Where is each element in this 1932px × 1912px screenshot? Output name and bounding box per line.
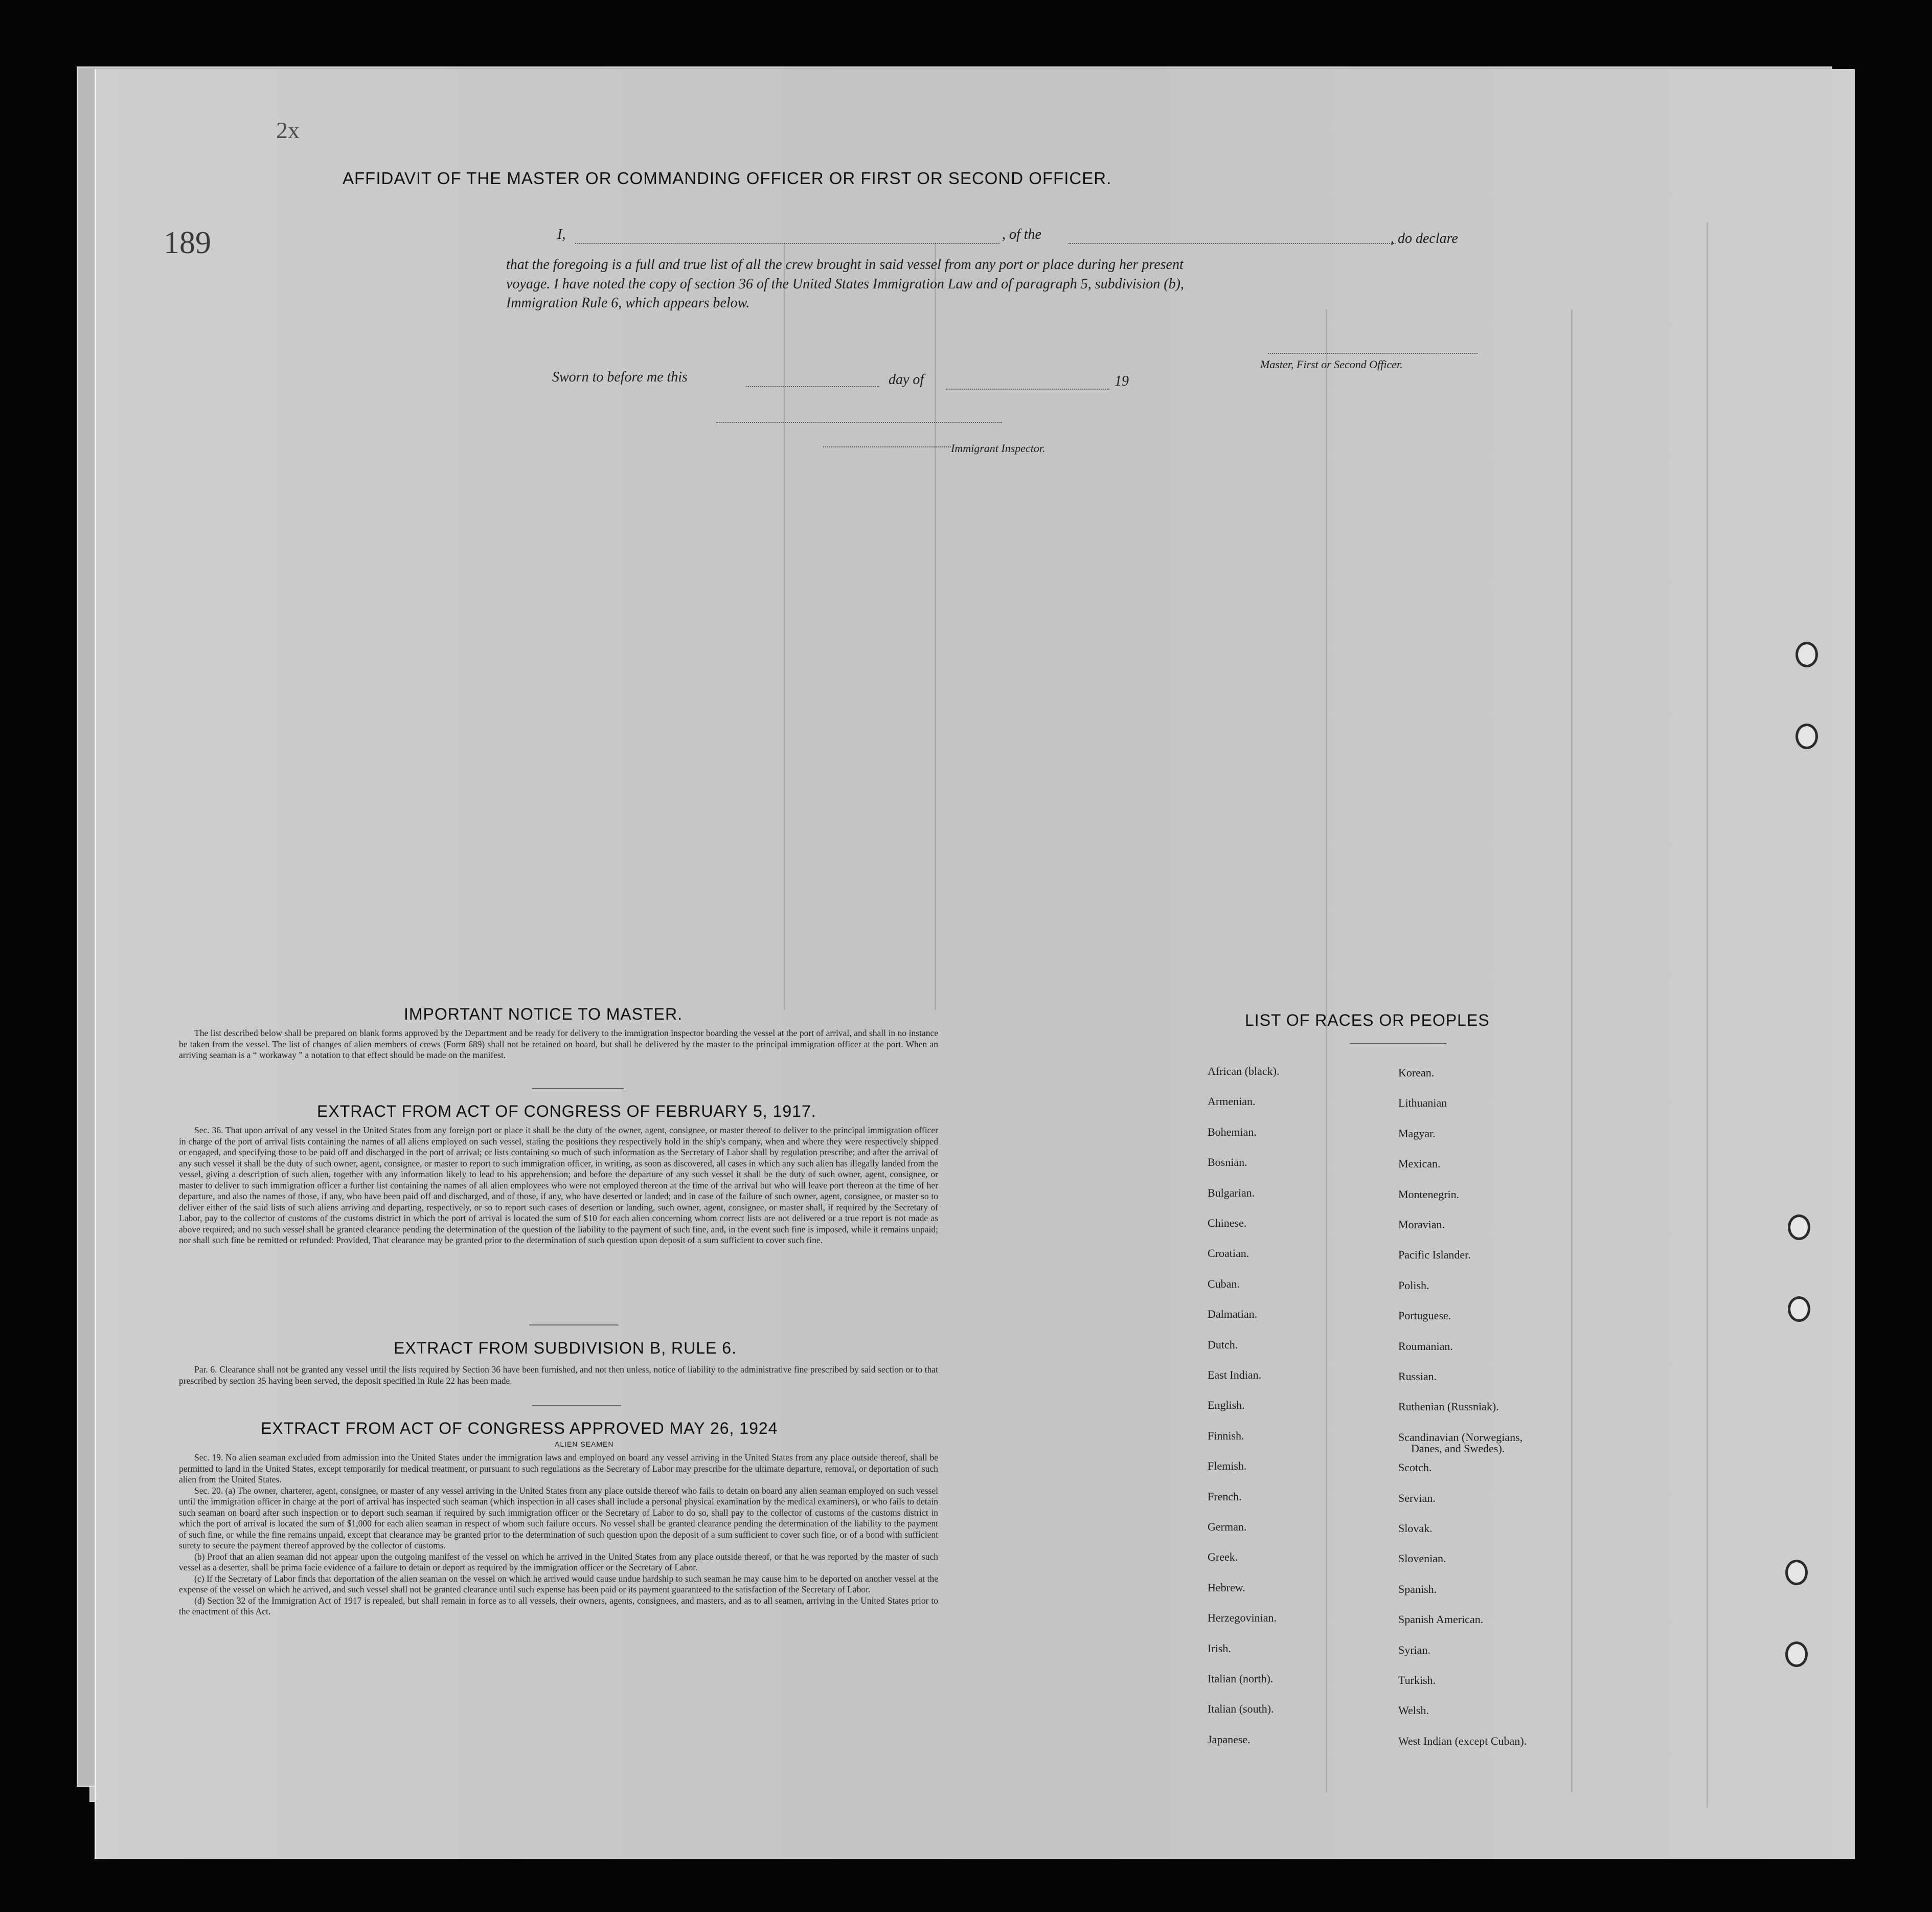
race-item-left: Irish. <box>1208 1641 1231 1655</box>
race-item-right: Korean. <box>1398 1066 1435 1079</box>
master-name-field[interactable] <box>575 243 999 244</box>
bleed-rule <box>1326 309 1327 1792</box>
race-item-left: Herzegovinian. <box>1208 1611 1277 1625</box>
bleed-rule <box>784 243 785 1010</box>
master-label: Master, First or Second Officer. <box>1260 358 1403 371</box>
separator <box>532 1088 624 1089</box>
notice-text <box>179 1028 938 1061</box>
race-item-right: Turkish. <box>1398 1674 1436 1686</box>
sworn-label: Sworn to before me this <box>552 369 688 385</box>
race-item-right: Moravian. <box>1398 1218 1445 1231</box>
race-item-right: Scandinavian (Norwegians, <box>1398 1430 1523 1444</box>
affidavit-of-the-label: , of the <box>1002 227 1041 242</box>
race-item-right: West Indian (except Cuban). <box>1398 1734 1527 1747</box>
race-item-right: Russian. <box>1398 1370 1437 1383</box>
race-item-left: Bulgarian. <box>1208 1186 1255 1199</box>
race-item-right: Polish. <box>1398 1278 1429 1292</box>
affidavit-line-2: voyage. I have noted the copy of section 36 of the United States Immigration Law and of paragraph 5, subdivision (b), <box>506 276 1184 292</box>
separator <box>529 1324 619 1325</box>
race-item-left: Finnish. <box>1208 1429 1244 1442</box>
race-item-left: Armenian. <box>1208 1095 1256 1108</box>
race-item-right: Servian. <box>1398 1491 1436 1504</box>
extract-1924-text <box>179 1452 938 1617</box>
sec-19-paragraph: Sec. 19. No alien seaman excluded from admission into the United States under the immigration laws and employed on board any vessel arriving in the United States from any place outside thereof, shall be permitted to land in the United States, except temporarily for medical treatment, or pursuant to such regulations as the Secretary of Labor may prescribe for the ultimate departure, removal, or deportation of such alien from the United States. <box>179 1452 938 1484</box>
race-item-right: Portuguese. <box>1398 1309 1451 1322</box>
race-item-left: Dalmatian. <box>1208 1308 1258 1321</box>
separator <box>1350 1043 1447 1044</box>
race-item-right: Spanish. <box>1398 1582 1437 1595</box>
race-item-left: Italian (north). <box>1208 1672 1274 1685</box>
extract-1924-title: EXTRACT FROM ACT OF CONGRESS APPROVED MAY 26, 1924 <box>261 1419 778 1437</box>
inspector-name-field[interactable] <box>823 446 951 447</box>
race-item-right: Syrian. <box>1398 1643 1430 1656</box>
race-item-right: Welsh. <box>1398 1704 1429 1717</box>
affidavit-declare-label: , do declare <box>1391 231 1458 246</box>
race-item-left: French. <box>1208 1490 1242 1503</box>
notice-paragraph: The list described below shall be prepared on blank forms approved by the Department and be ready for delivery to the immigration inspector boarding the vessel at the port of arrival, and shall in no instance be taken from the vessel. The list of changes of alien members of crews (Form 689) shall not be retained on board, but shall be delivered by the master to the principal immigration officer at the port. When an arriving seaman is a “ workaway ” a notation to that effect should be made on the manifest. <box>179 1028 938 1060</box>
race-item-right: Lithuanian <box>1398 1096 1447 1110</box>
notice-title: IMPORTANT NOTICE TO MASTER. <box>404 1005 683 1023</box>
punch-hole <box>1788 1214 1810 1240</box>
race-item-left: East Indian. <box>1208 1368 1262 1381</box>
race-item-right: Slovak. <box>1398 1522 1433 1535</box>
bleed-rule <box>1707 222 1708 1808</box>
race-item-left: Chinese. <box>1208 1217 1247 1229</box>
race-item-right: Magyar. <box>1398 1127 1436 1140</box>
race-item-left: Bosnian. <box>1208 1156 1247 1169</box>
inspector-label: Immigrant Inspector. <box>951 442 1045 455</box>
inspector-signature-field[interactable] <box>716 422 1002 423</box>
race-item-left: Italian (south). <box>1208 1702 1274 1716</box>
punch-hole <box>1785 1641 1808 1667</box>
affidavit-line-3: Immigration Rule 6, which appears below. <box>506 295 750 311</box>
sec-20a-paragraph: Sec. 20. (a) The owner, charterer, agent, consignee, or master of any vessel arriving in the United States from any place outside thereof who fails to detain on board any alien seaman employed on such vessel until the immigration officer in charge at the port of arrival has inspected such seaman (which inspection in all cases shall include a personal physical examination by the medical examiners), or who fails to detain such seaman on board after such inspection or to deport such seaman if required by such immigration officer or the Secretary of Labor to do so, shall pay to the collector of customs of the customs district in which the port of arrival is located the sum of $1,000 for each alien seaman in respect of whom such failure occurs. No vessel shall be granted clearance pending the determination of the liability to the payment of such fine, or while the fine remains unpaid, except that clearance may be granted prior to the determination of such question upon the deposit of a sum sufficient to cover such fine, or of a bond with sufficient surety to secure the payment thereof approved by the collector of customs. <box>179 1485 938 1550</box>
extract-1917-paragraph: Sec. 36. That upon arrival of any vessel in the United States from any foreign port or place it shall be the duty of the owner, agent, consignee, or master thereof to deliver to the principal immigration officer in charge of the port of arrival lists containing the names of all aliens employed on such vessel, stating the positions they respectively hold in the ship's company, when and where they were respectively shipped or engaged, and specifying those to be paid off and discharged in the port of arrival; or lists containing so much of such information as the Secretary of Labor shall by regulation prescribe; and after the arrival of any such vessel it shall be the duty of such owner, agent, consignee, or master to report to such immigration officer, in writing, as soon as discovered, all cases in which any such alien has illegally landed from the vessel, giving a description of such alien, together with any information likely to lead to his apprehension; and before the departure of any such vessel it shall be the duty of such owner, agent, consignee, or master to deliver to such immigration officer a further list containing the names of all alien employees who were not employed thereon at the time of the arrival but who will leave port thereon at the time of her departure, and also the names of those, if any, who have been paid off and discharged, and of those, if any, who have deserted or landed; and in case of the failure of such owner, agent, consignee, or master so to deliver either of the said lists of such aliens arriving and departing, respectively, or so to report such cases of desertion or landing, such owner, agent, consignee, or master shall, if required by the Secretary of Labor, pay to the collector of customs of the customs district in which the port of arrival is located the sum of $10 for each alien concerning whom correct lists are not delivered or a true report is not made as above required; and no such vessel shall be granted clearance pending the determination of the question of the liability to the payment of such fine, and, in the event such fine is imposed, while it remains unpaid; nor shall such fine be remitted or refunded: Provided, That clearance may be granted prior to the determination of such question upon deposit of a sum sufficient to cover such fine. <box>179 1125 938 1245</box>
race-item-right: Ruthenian (Russniak). <box>1398 1400 1499 1413</box>
race-item-left: Bohemian. <box>1208 1125 1257 1138</box>
extract-1917-title: EXTRACT FROM ACT OF CONGRESS OF FEBRUARY 5, 1917. <box>317 1102 816 1120</box>
race-item-left: Flemish. <box>1208 1459 1247 1473</box>
race-item-right: Spanish American. <box>1398 1613 1484 1626</box>
page-number-mark: 189 <box>164 226 211 260</box>
punch-hole <box>1795 724 1818 749</box>
separator <box>532 1405 621 1406</box>
race-item-left: Japanese. <box>1208 1733 1251 1746</box>
race-item-left: Greek. <box>1208 1550 1238 1564</box>
race-item-right: Scotch. <box>1398 1461 1432 1474</box>
race-item-right: Mexican. <box>1398 1157 1441 1171</box>
vessel-name-field[interactable] <box>1069 243 1396 244</box>
extract-rule6-title: EXTRACT FROM SUBDIVISION B, RULE 6. <box>394 1339 737 1357</box>
top-mark: 2x <box>276 117 300 143</box>
sworn-month-field[interactable] <box>946 389 1109 390</box>
race-item-right: Roumanian. <box>1398 1339 1453 1353</box>
sec-20d-paragraph: (d) Section 32 of the Immigration Act of 1917 is repealed, but shall remain in force as to all vessels, their owners, agents, consignees, and masters, and as to all seamen, arriving in the United States prior to the enactment of this Act. <box>179 1595 938 1616</box>
year-label: 19 <box>1115 373 1129 389</box>
race-item-left: Hebrew. <box>1208 1581 1245 1594</box>
affidavit-line-1: that the foregoing is a full and true list of all the crew brought in said vessel from any port or place during her present <box>506 257 1184 273</box>
race-item-left: Cuban. <box>1208 1277 1240 1290</box>
race-item-left: English. <box>1208 1399 1245 1412</box>
bleed-rule <box>935 243 936 1010</box>
master-signature-field[interactable] <box>1268 353 1478 354</box>
sworn-day-field[interactable] <box>746 386 879 387</box>
sec-20c-paragraph: (c) If the Secretary of Labor finds that deportation of the alien seaman on the vessel on which he arrived would cause undue hardship to such seaman he may cause him to be deported on another vessel at the expense of the vessel on which he arrived, and such vessel shall not be granted clearance until such expense has been paid or its payment guaranteed to the satisfaction of the Secretary of Labor. <box>179 1573 938 1594</box>
race-item-left: Dutch. <box>1208 1338 1238 1351</box>
bleed-rule <box>1571 309 1573 1792</box>
race-item-left: German. <box>1208 1520 1247 1533</box>
race-item-left: Croatian. <box>1208 1247 1249 1260</box>
race-item-right-continuation: Danes, and Swedes). <box>1411 1442 1505 1455</box>
race-item-right: Pacific Islander. <box>1398 1248 1471 1262</box>
extract-1917-text <box>179 1125 938 1246</box>
race-item-right: Slovenian. <box>1398 1552 1446 1565</box>
extract-1924-subtitle: ALIEN SEAMEN <box>555 1440 614 1448</box>
punch-hole <box>1788 1296 1810 1322</box>
extract-rule6-paragraph: Par. 6. Clearance shall not be granted any vessel until the lists required by Section 36 have been furnished, and not then unless, notice of liability to the administrative fine prescribed by said section or to that prescribed by section 35 having been served, the deposit specified in Rule 22 has been made. <box>179 1364 938 1386</box>
punch-hole <box>1785 1560 1808 1585</box>
extract-rule6-text <box>179 1364 938 1386</box>
affidavit-title: AFFIDAVIT OF THE MASTER OR COMMANDING OFFICER OR FIRST OR SECOND OFFICER. <box>343 169 1112 188</box>
punch-hole <box>1795 642 1818 667</box>
race-item-right: Montenegrin. <box>1398 1187 1460 1201</box>
affidavit-i-label: I, <box>557 227 566 242</box>
sec-20b-paragraph: (b) Proof that an alien seaman did not appear upon the outgoing manifest of the vessel on which he arrived in the United States from any place outside thereof, or that he was reported by the master of such vessel as a deserter, shall be prima facie evidence of a failure to detain or deport as required by the immigration officer or the Secretary of Labor. <box>179 1551 938 1572</box>
races-title: LIST OF RACES OR PEOPLES <box>1245 1011 1490 1029</box>
day-of-label: day of <box>889 372 924 388</box>
race-item-left: African (black). <box>1208 1065 1280 1077</box>
